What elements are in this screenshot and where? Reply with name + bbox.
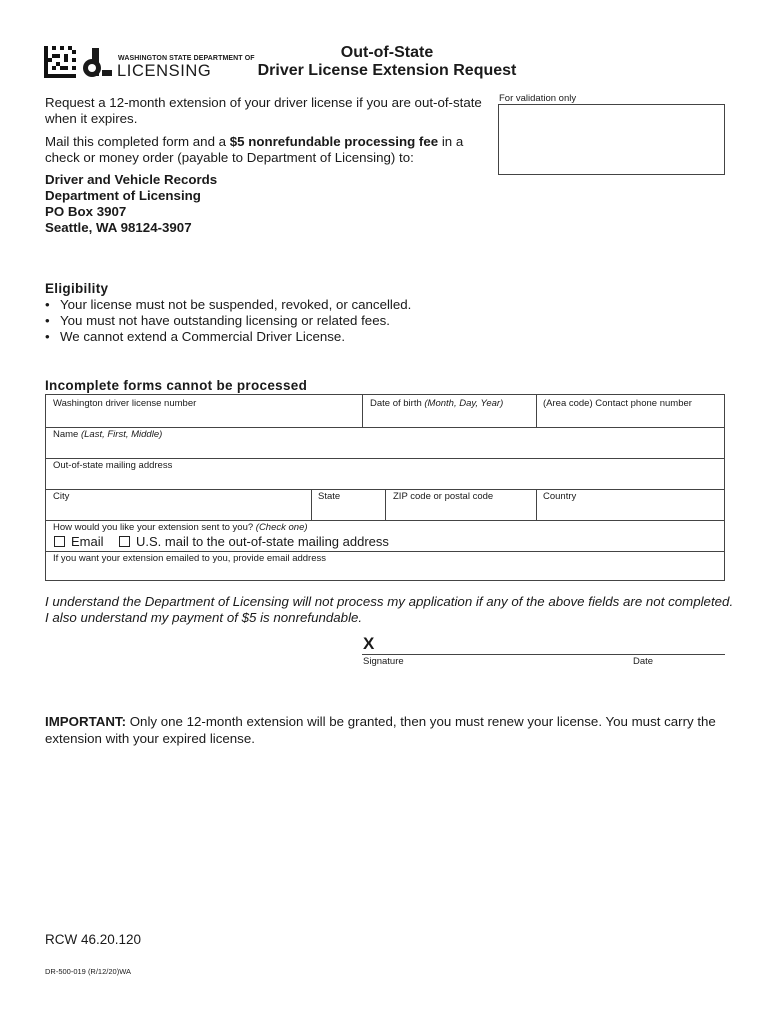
mail-suffix: in a check or money order (payable to Department of Licensing) to: — [45, 134, 464, 165]
mail-prefix: Mail this completed form and a — [45, 134, 230, 149]
validation-label: For validation only — [499, 93, 577, 104]
form-number: DR-500-019 (R/12/20)WA — [45, 967, 132, 976]
qr-code-icon — [44, 46, 76, 78]
country-label: Country — [543, 491, 577, 502]
email-address-label: If you want your extension emailed to you, provide email address — [53, 553, 327, 564]
city-label: City — [53, 491, 70, 502]
delivery-question-text: How would you like your extension sent to you? — [53, 522, 254, 533]
validation-box — [498, 104, 725, 175]
incomplete-forms-heading: Incomplete forms cannot be processed — [45, 378, 308, 393]
email-option-label: Email — [71, 534, 104, 549]
signature-line[interactable] — [362, 654, 725, 655]
date-label: Date — [633, 656, 654, 667]
date-of-birth-field[interactable] — [370, 398, 530, 424]
address-line4: Seattle, WA 98124-3907 — [45, 220, 192, 235]
rcw-reference: RCW 46.20.120 — [45, 932, 142, 947]
form-title-line1: Out-of-State — [340, 44, 434, 61]
license-number-field[interactable] — [53, 398, 353, 424]
important-text: Only one 12-month extension will be granted, then you must renew your license. You must carry the extension with your expired license. — [45, 714, 716, 746]
phone-label: (Area code) Contact phone number — [543, 398, 692, 409]
address-line3: PO Box 3907 — [45, 204, 127, 219]
agency-name-small: WASHINGTON STATE DEPARTMENT OF — [118, 55, 255, 62]
state-field[interactable] — [318, 491, 378, 517]
state-label: State — [318, 491, 341, 502]
email-option[interactable] — [54, 534, 104, 549]
form-title-line2: Driver License Extension Request — [257, 62, 517, 79]
delivery-question-hint: (Check one) — [255, 522, 308, 533]
mailing-address — [45, 172, 217, 236]
mailing-address-field[interactable] — [53, 460, 713, 486]
name-field[interactable] — [53, 429, 713, 455]
eligibility-item: • We cannot extend a Commercial Driver License. — [45, 329, 411, 345]
agency-name: LICENSING — [117, 62, 212, 80]
license-number-label: Washington driver license number — [53, 398, 197, 409]
name-hint: (Last, First, Middle) — [80, 429, 163, 440]
intro-text: Request a 12-month extension of your driver license if you are out-of-state when it expires. — [45, 95, 482, 126]
eligibility-item: • You must not have outstanding licensing or related fees. — [45, 313, 411, 329]
name-label: Name — [53, 429, 79, 440]
mail-option[interactable] — [119, 534, 389, 549]
address-line1: Driver and Vehicle Records — [45, 172, 218, 187]
mail-fee: $5 nonrefundable processing fee — [229, 134, 439, 149]
signature-label: Signature — [363, 656, 404, 667]
eligibility-list — [45, 297, 411, 345]
country-field[interactable] — [543, 491, 723, 517]
email-checkbox[interactable] — [54, 536, 65, 547]
important-label: IMPORTANT: — [45, 714, 127, 729]
city-field[interactable] — [53, 491, 303, 517]
eligibility-item: • Your license must not be suspended, revoked, or cancelled. — [45, 297, 411, 313]
mail-option-label: U.S. mail to the out-of-state mailing address — [136, 534, 389, 549]
dob-hint: (Month, Day, Year) — [424, 398, 504, 409]
mail-checkbox[interactable] — [119, 536, 130, 547]
acknowledgment-statement: I understand the Department of Licensing will not process my application if any of the above fields are not completed. I also understand my payment of $5 is nonrefundable. — [45, 594, 734, 625]
delivery-question — [53, 522, 308, 533]
phone-field[interactable] — [543, 398, 723, 424]
dob-label: Date of birth — [370, 398, 422, 409]
signature-x-mark: X — [363, 634, 375, 653]
eligibility-heading: Eligibility — [45, 281, 109, 296]
email-address-field[interactable] — [53, 553, 713, 579]
mailing-address-label: Out-of-state mailing address — [53, 460, 173, 471]
zip-field[interactable] — [393, 491, 531, 517]
zip-label: ZIP code or postal code — [393, 491, 494, 502]
dol-logo-icon — [82, 48, 112, 78]
application-form — [45, 394, 725, 581]
address-line2: Department of Licensing — [45, 188, 201, 203]
mail-instructions — [45, 134, 485, 166]
important-note — [45, 714, 735, 747]
